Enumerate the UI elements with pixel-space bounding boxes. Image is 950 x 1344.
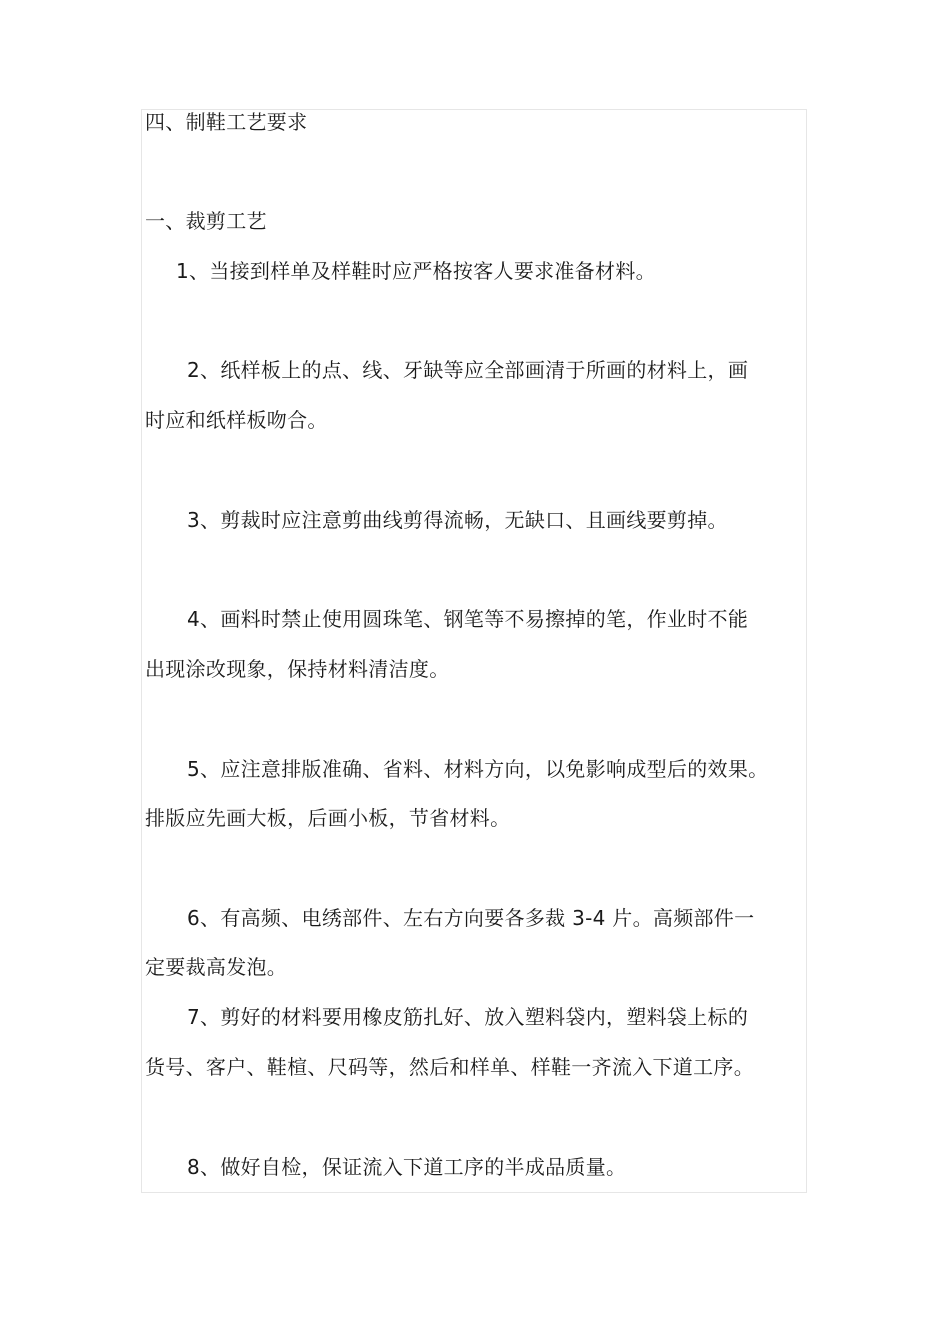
item-1-line-1: 1、当接到样单及样鞋时应严格按客人要求准备材料。 bbox=[176, 259, 656, 283]
item-6-line-2: 定要裁高发泡。 bbox=[145, 955, 288, 979]
item-7-line-1: 7、剪好的材料要用橡皮筋扎好、放入塑料袋内，塑料袋上标的 bbox=[187, 1005, 749, 1029]
item-5-line-1: 5、应注意排版准确、省料、材料方向，以免影响成型后的效果。 bbox=[187, 757, 769, 781]
item-6-line-1: 6、有高频、电绣部件、左右方向要各多裁 3-4 片。高频部件一 bbox=[187, 906, 755, 930]
item-5-line-2: 排版应先画大板，后画小板，节省材料。 bbox=[145, 806, 511, 830]
item-8-line-1: 8、做好自检，保证流入下道工序的半成品质量。 bbox=[187, 1155, 627, 1179]
item-2-line-2: 时应和纸样板吻合。 bbox=[145, 408, 328, 432]
main-heading: 四、制鞋工艺要求 bbox=[145, 110, 308, 134]
section-heading: 一、裁剪工艺 bbox=[145, 209, 267, 233]
item-4-line-1: 4、画料时禁止使用圆珠笔、钢笔等不易擦掉的笔，作业时不能 bbox=[187, 607, 749, 631]
item-3-line-1: 3、剪裁时应注意剪曲线剪得流畅，无缺口、且画线要剪掉。 bbox=[187, 508, 728, 532]
item-7-line-2: 货号、客户、鞋楦、尺码等，然后和样单、样鞋一齐流入下道工序。 bbox=[145, 1055, 754, 1079]
item-2-line-1: 2、纸样板上的点、线、牙缺等应全部画清于所画的材料上，画 bbox=[187, 358, 749, 382]
item-4-line-2: 出现涂改现象，保持材料清洁度。 bbox=[145, 657, 450, 681]
